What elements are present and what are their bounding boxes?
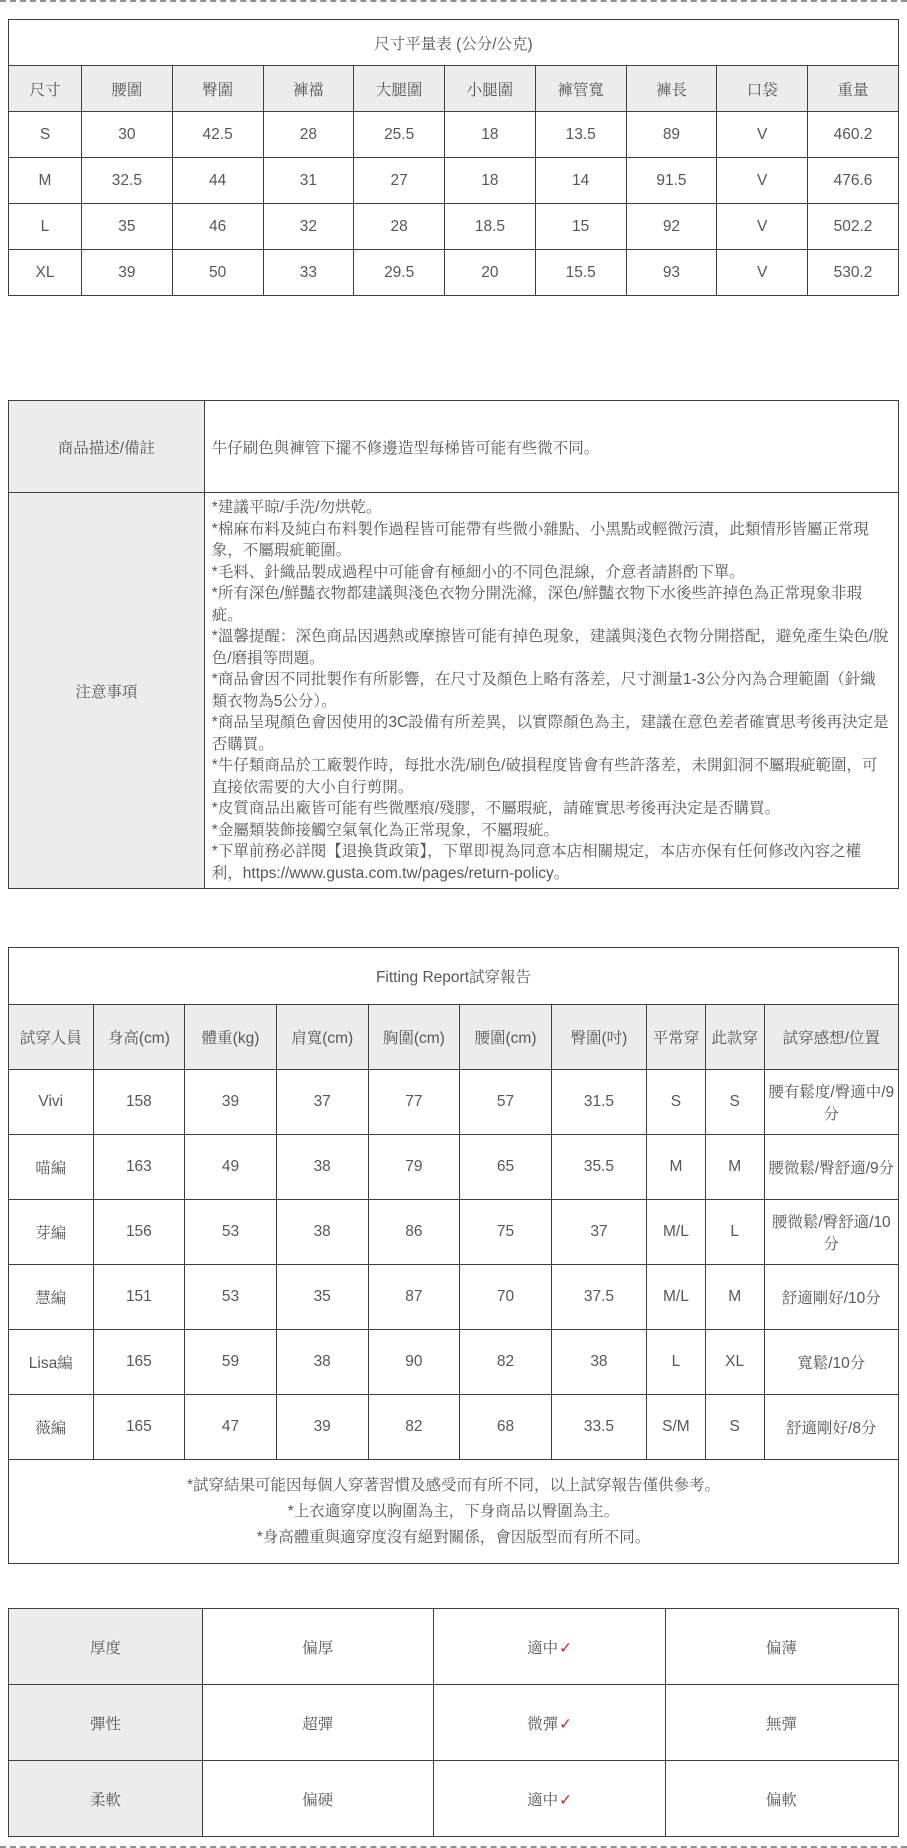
fitting-header-cell: 試穿感想/位置 bbox=[764, 1005, 898, 1070]
size-table-cell: 15 bbox=[535, 204, 626, 250]
fitting-cell: S bbox=[705, 1395, 764, 1460]
size-table-header-cell: 褲襠 bbox=[263, 66, 354, 112]
size-table-header-cell: 臀圍 bbox=[172, 66, 263, 112]
fitting-row bbox=[9, 1330, 899, 1395]
fitting-cell: 68 bbox=[460, 1395, 552, 1460]
fitting-title-row bbox=[9, 948, 899, 1005]
fitting-cell: 38 bbox=[276, 1135, 368, 1200]
note-line: *金屬類裝飾接觸空氣氧化為正常現象，不屬瑕疵。 bbox=[211, 821, 559, 839]
fitting-cell: 53 bbox=[185, 1265, 277, 1330]
fitting-cell: L bbox=[647, 1330, 706, 1395]
fitting-header-cell: 身高(cm) bbox=[93, 1005, 185, 1070]
texture-option-cell bbox=[434, 1685, 665, 1761]
fitting-footnotes bbox=[9, 1460, 899, 1564]
size-table-cell: 18 bbox=[445, 158, 536, 204]
fitting-cell: S/M bbox=[647, 1395, 706, 1460]
fitting-header-cell: 體重(kg) bbox=[185, 1005, 277, 1070]
size-table-cell: M bbox=[9, 158, 82, 204]
fitting-header-cell: 胸圍(cm) bbox=[368, 1005, 460, 1070]
notes-row bbox=[9, 493, 899, 889]
size-table-cell: XL bbox=[9, 250, 82, 296]
check-icon: ✓ bbox=[559, 1639, 573, 1657]
size-table-row bbox=[9, 158, 899, 204]
fitting-cell: 165 bbox=[93, 1330, 185, 1395]
texture-row-label: 厚度 bbox=[9, 1609, 203, 1685]
size-table-cell: 18.5 bbox=[445, 204, 536, 250]
fitting-cell: 37.5 bbox=[551, 1265, 646, 1330]
note-line-return-policy: *下單前務必詳閱【退換貨政策】，下單即視為同意本店相關規定，本店亦保有任何修改內容之權利，https://www.gusta.com.tw/pages/return-policy。 bbox=[211, 843, 862, 882]
texture-row-label: 柔軟 bbox=[9, 1761, 203, 1837]
check-icon: ✓ bbox=[559, 1791, 573, 1809]
texture-option-cell bbox=[203, 1685, 434, 1761]
size-table-row bbox=[9, 204, 899, 250]
texture-option-label: 無彈 bbox=[765, 1715, 797, 1733]
size-table-cell: 46 bbox=[172, 204, 263, 250]
fitting-header-cell: 此款穿 bbox=[705, 1005, 764, 1070]
fitting-cell: 31.5 bbox=[551, 1070, 646, 1135]
fitting-report-table bbox=[8, 947, 899, 1564]
size-table-cell: V bbox=[717, 250, 808, 296]
texture-option-label: 偏厚 bbox=[302, 1639, 334, 1657]
fitting-cell: Vivi bbox=[9, 1070, 94, 1135]
fitting-cell: 37 bbox=[551, 1200, 646, 1265]
texture-option-cell bbox=[434, 1609, 665, 1685]
size-table-cell: 32 bbox=[263, 204, 354, 250]
size-table-cell: 28 bbox=[263, 112, 354, 158]
fitting-header-cell: 試穿人員 bbox=[9, 1005, 94, 1070]
size-table-header-row bbox=[9, 66, 899, 112]
size-table-title: 尺寸平量表 (公分/公克) bbox=[9, 20, 899, 66]
description-label: 商品描述/備註 bbox=[9, 401, 205, 493]
fitting-cell: 薇編 bbox=[9, 1395, 94, 1460]
size-table-cell: 92 bbox=[626, 204, 717, 250]
fitting-footnote: *身高體重與適穿度沒有絕對關係，會因版型而有所不同。 bbox=[256, 1528, 651, 1546]
fitting-footnotes-row bbox=[9, 1460, 899, 1564]
fitting-row bbox=[9, 1070, 899, 1135]
note-line: *溫馨提醒：深色商品因遇熱或摩擦皆可能有掉色現象，建議與淺色衣物分開搭配，避免產生染色/脫色/磨損等問題。 bbox=[211, 628, 889, 667]
fitting-cell: 87 bbox=[368, 1265, 460, 1330]
texture-option-cell bbox=[665, 1685, 898, 1761]
texture-option-label: 適中 bbox=[527, 1639, 559, 1657]
size-table-cell: 91.5 bbox=[626, 158, 717, 204]
notes-content bbox=[204, 493, 898, 889]
fitting-cell: 35 bbox=[276, 1265, 368, 1330]
fitting-header-cell: 肩寬(cm) bbox=[276, 1005, 368, 1070]
fitting-header-cell: 平常穿 bbox=[647, 1005, 706, 1070]
fitting-cell: M/L bbox=[647, 1265, 706, 1330]
size-table-cell: 502.2 bbox=[808, 204, 899, 250]
size-table-cell: 93 bbox=[626, 250, 717, 296]
fitting-cell: 77 bbox=[368, 1070, 460, 1135]
fitting-cell: XL bbox=[705, 1330, 764, 1395]
fitting-row bbox=[9, 1135, 899, 1200]
size-table-title-row bbox=[9, 20, 899, 66]
note-line: *商品會因不同批製作有所影響，在尺寸及顏色上略有落差，尺寸測量1-3公分內為合理範圍（針織類衣物為5公分）。 bbox=[211, 671, 876, 710]
fitting-cell: 158 bbox=[93, 1070, 185, 1135]
texture-option-cell bbox=[665, 1609, 898, 1685]
description-row bbox=[9, 401, 899, 493]
size-table-header-cell: 大腿圍 bbox=[354, 66, 445, 112]
fitting-cell: 156 bbox=[93, 1200, 185, 1265]
fitting-cell: 75 bbox=[460, 1200, 552, 1265]
note-line: *皮質商品出廠皆可能有些微壓痕/殘膠，不屬瑕疵，請確實思考後再決定是否購買。 bbox=[211, 800, 781, 817]
fitting-cell: 47 bbox=[185, 1395, 277, 1460]
fitting-cell: 82 bbox=[460, 1330, 552, 1395]
size-table-cell: 25.5 bbox=[354, 112, 445, 158]
size-table-cell: 89 bbox=[626, 112, 717, 158]
size-table-cell: 28 bbox=[354, 204, 445, 250]
fitting-cell: 33.5 bbox=[551, 1395, 646, 1460]
texture-option-label: 超彈 bbox=[302, 1715, 334, 1733]
size-table-cell: V bbox=[717, 204, 808, 250]
fitting-cell: M bbox=[705, 1135, 764, 1200]
check-icon: ✓ bbox=[559, 1715, 573, 1733]
fitting-header-cell: 腰圍(cm) bbox=[460, 1005, 552, 1070]
texture-row bbox=[9, 1609, 899, 1685]
size-table-cell: 460.2 bbox=[808, 112, 899, 158]
fitting-cell: 90 bbox=[368, 1330, 460, 1395]
fitting-report-title: Fitting Report試穿報告 bbox=[9, 948, 899, 1005]
fitting-cell: 49 bbox=[185, 1135, 277, 1200]
fitting-cell: L bbox=[705, 1200, 764, 1265]
size-table-header-cell: 重量 bbox=[808, 66, 899, 112]
fitting-cell: 39 bbox=[185, 1070, 277, 1135]
size-table-cell: 32.5 bbox=[81, 158, 172, 204]
fitting-cell: 165 bbox=[93, 1395, 185, 1460]
fitting-cell: 151 bbox=[93, 1265, 185, 1330]
texture-option-label: 偏硬 bbox=[302, 1791, 334, 1809]
note-line: *牛仔類商品於工廠製作時，每批水洗/刷色/破損程度皆會有些許落差，未開釦洞不屬瑕疵範圍，可直接依需要的大小自行剪開。 bbox=[211, 757, 878, 796]
fitting-footnote: *上衣適穿度以胸圍為主，下身商品以臀圍為主。 bbox=[287, 1502, 620, 1520]
texture-option-label: 適中 bbox=[527, 1791, 559, 1809]
texture-row-label: 彈性 bbox=[9, 1685, 203, 1761]
size-table-cell: L bbox=[9, 204, 82, 250]
texture-option-label: 偏軟 bbox=[765, 1791, 797, 1809]
size-table-cell: 31 bbox=[263, 158, 354, 204]
fitting-cell: 70 bbox=[460, 1265, 552, 1330]
texture-option-label: 微彈 bbox=[527, 1715, 559, 1733]
fitting-cell: 57 bbox=[460, 1070, 552, 1135]
fitting-cell: 38 bbox=[551, 1330, 646, 1395]
size-table-cell: 15.5 bbox=[535, 250, 626, 296]
size-table-cell: V bbox=[717, 112, 808, 158]
size-table-cell: 530.2 bbox=[808, 250, 899, 296]
fitting-cell: M bbox=[705, 1265, 764, 1330]
size-table-cell: 14 bbox=[535, 158, 626, 204]
size-table-cell: 42.5 bbox=[172, 112, 263, 158]
fitting-cell: 86 bbox=[368, 1200, 460, 1265]
fitting-cell: 39 bbox=[276, 1395, 368, 1460]
texture-option-cell bbox=[434, 1761, 665, 1837]
texture-row bbox=[9, 1685, 899, 1761]
texture-option-cell bbox=[203, 1761, 434, 1837]
texture-option-label: 偏薄 bbox=[765, 1639, 797, 1657]
texture-row bbox=[9, 1761, 899, 1837]
fitting-cell: 79 bbox=[368, 1135, 460, 1200]
fitting-cell: 163 bbox=[93, 1135, 185, 1200]
description-content: 牛仔刷色與褲管下擺不修邊造型每梯皆可能有些微不同。 bbox=[204, 401, 898, 493]
size-table-cell: S bbox=[9, 112, 82, 158]
fitting-cell: 慧編 bbox=[9, 1265, 94, 1330]
fitting-cell: 53 bbox=[185, 1200, 277, 1265]
size-table-cell: 30 bbox=[81, 112, 172, 158]
fitting-cell: S bbox=[705, 1070, 764, 1135]
fitting-comment-cell: 舒適剛好/8分 bbox=[764, 1395, 898, 1460]
fitting-row bbox=[9, 1265, 899, 1330]
fitting-header-row bbox=[9, 1005, 899, 1070]
fitting-cell: 38 bbox=[276, 1200, 368, 1265]
fitting-comment-cell: 腰微鬆/臀舒適/10分 bbox=[764, 1200, 898, 1265]
fitting-cell: S bbox=[647, 1070, 706, 1135]
note-line: *商品呈現顏色會因使用的3C設備有所差異，以實際顏色為主，建議在意色差者確實思考後再決定是否購買。 bbox=[211, 714, 889, 753]
fitting-cell: M/L bbox=[647, 1200, 706, 1265]
note-line: *棉麻布料及純白布料製作過程皆可能帶有些微小雜點、小黑點或輕微污漬，此類情形皆屬正常現象，不屬瑕疵範圍。 bbox=[211, 520, 869, 559]
size-table-header-cell: 小腿圍 bbox=[445, 66, 536, 112]
size-table-cell: 20 bbox=[445, 250, 536, 296]
description-notes-table bbox=[8, 400, 899, 889]
fitting-comment-cell: 腰微鬆/臀舒適/9分 bbox=[764, 1135, 898, 1200]
fitting-comment-cell: 腰有鬆度/臀適中/9分 bbox=[764, 1070, 898, 1135]
size-table-cell: 44 bbox=[172, 158, 263, 204]
fitting-cell: M bbox=[647, 1135, 706, 1200]
note-line: *毛料、針織品製成過程中可能會有極細小的不同色混線，介意者請斟酌下單。 bbox=[211, 563, 745, 581]
size-table-header-cell: 褲長 bbox=[626, 66, 717, 112]
size-table-cell: 13.5 bbox=[535, 112, 626, 158]
size-table-cell: 35 bbox=[81, 204, 172, 250]
size-table-cell: 39 bbox=[81, 250, 172, 296]
texture-option-cell bbox=[203, 1609, 434, 1685]
fitting-cell: 65 bbox=[460, 1135, 552, 1200]
fitting-cell: Lisa編 bbox=[9, 1330, 94, 1395]
fitting-cell: 35.5 bbox=[551, 1135, 646, 1200]
fitting-cell: 38 bbox=[276, 1330, 368, 1395]
size-table-cell: 50 bbox=[172, 250, 263, 296]
fitting-cell: 82 bbox=[368, 1395, 460, 1460]
size-table-header-cell: 褲管寬 bbox=[535, 66, 626, 112]
size-table-header-cell: 尺寸 bbox=[9, 66, 82, 112]
product-spec-page bbox=[0, 19, 907, 1837]
size-table-header-cell: 口袋 bbox=[717, 66, 808, 112]
fitting-row bbox=[9, 1395, 899, 1460]
fitting-comment-cell: 舒適剛好/10分 bbox=[764, 1265, 898, 1330]
fitting-header-cell: 臀圍(吋) bbox=[551, 1005, 646, 1070]
fitting-row bbox=[9, 1200, 899, 1265]
fitting-footnote: *試穿結果可能因每個人穿著習慣及感受而有所不同，以上試穿報告僅供參考。 bbox=[186, 1476, 721, 1494]
size-table-header-cell: 腰圍 bbox=[81, 66, 172, 112]
fitting-comment-cell: 寬鬆/10分 bbox=[764, 1330, 898, 1395]
size-table-row bbox=[9, 112, 899, 158]
note-line: *所有深色/鮮豔衣物都建議與淺色衣物分開洗滌，深色/鮮豔衣物下水後些許掉色為正常現象非瑕疵。 bbox=[211, 585, 862, 624]
texture-table bbox=[8, 1608, 899, 1837]
size-table-row bbox=[9, 250, 899, 296]
texture-option-cell bbox=[665, 1761, 898, 1837]
size-table bbox=[8, 19, 899, 296]
fitting-cell: 芽編 bbox=[9, 1200, 94, 1265]
fitting-cell: 59 bbox=[185, 1330, 277, 1395]
size-table-cell: 29.5 bbox=[354, 250, 445, 296]
size-table-cell: 33 bbox=[263, 250, 354, 296]
notes-label: 注意事項 bbox=[9, 493, 205, 889]
size-table-cell: 476.6 bbox=[808, 158, 899, 204]
note-line: *建議平晾/手洗/勿烘乾。 bbox=[211, 499, 382, 516]
size-table-cell: 18 bbox=[445, 112, 536, 158]
size-table-cell: 27 bbox=[354, 158, 445, 204]
fitting-cell: 37 bbox=[276, 1070, 368, 1135]
top-dashed-divider bbox=[0, 0, 907, 2]
size-table-cell: V bbox=[717, 158, 808, 204]
fitting-cell: 喵編 bbox=[9, 1135, 94, 1200]
